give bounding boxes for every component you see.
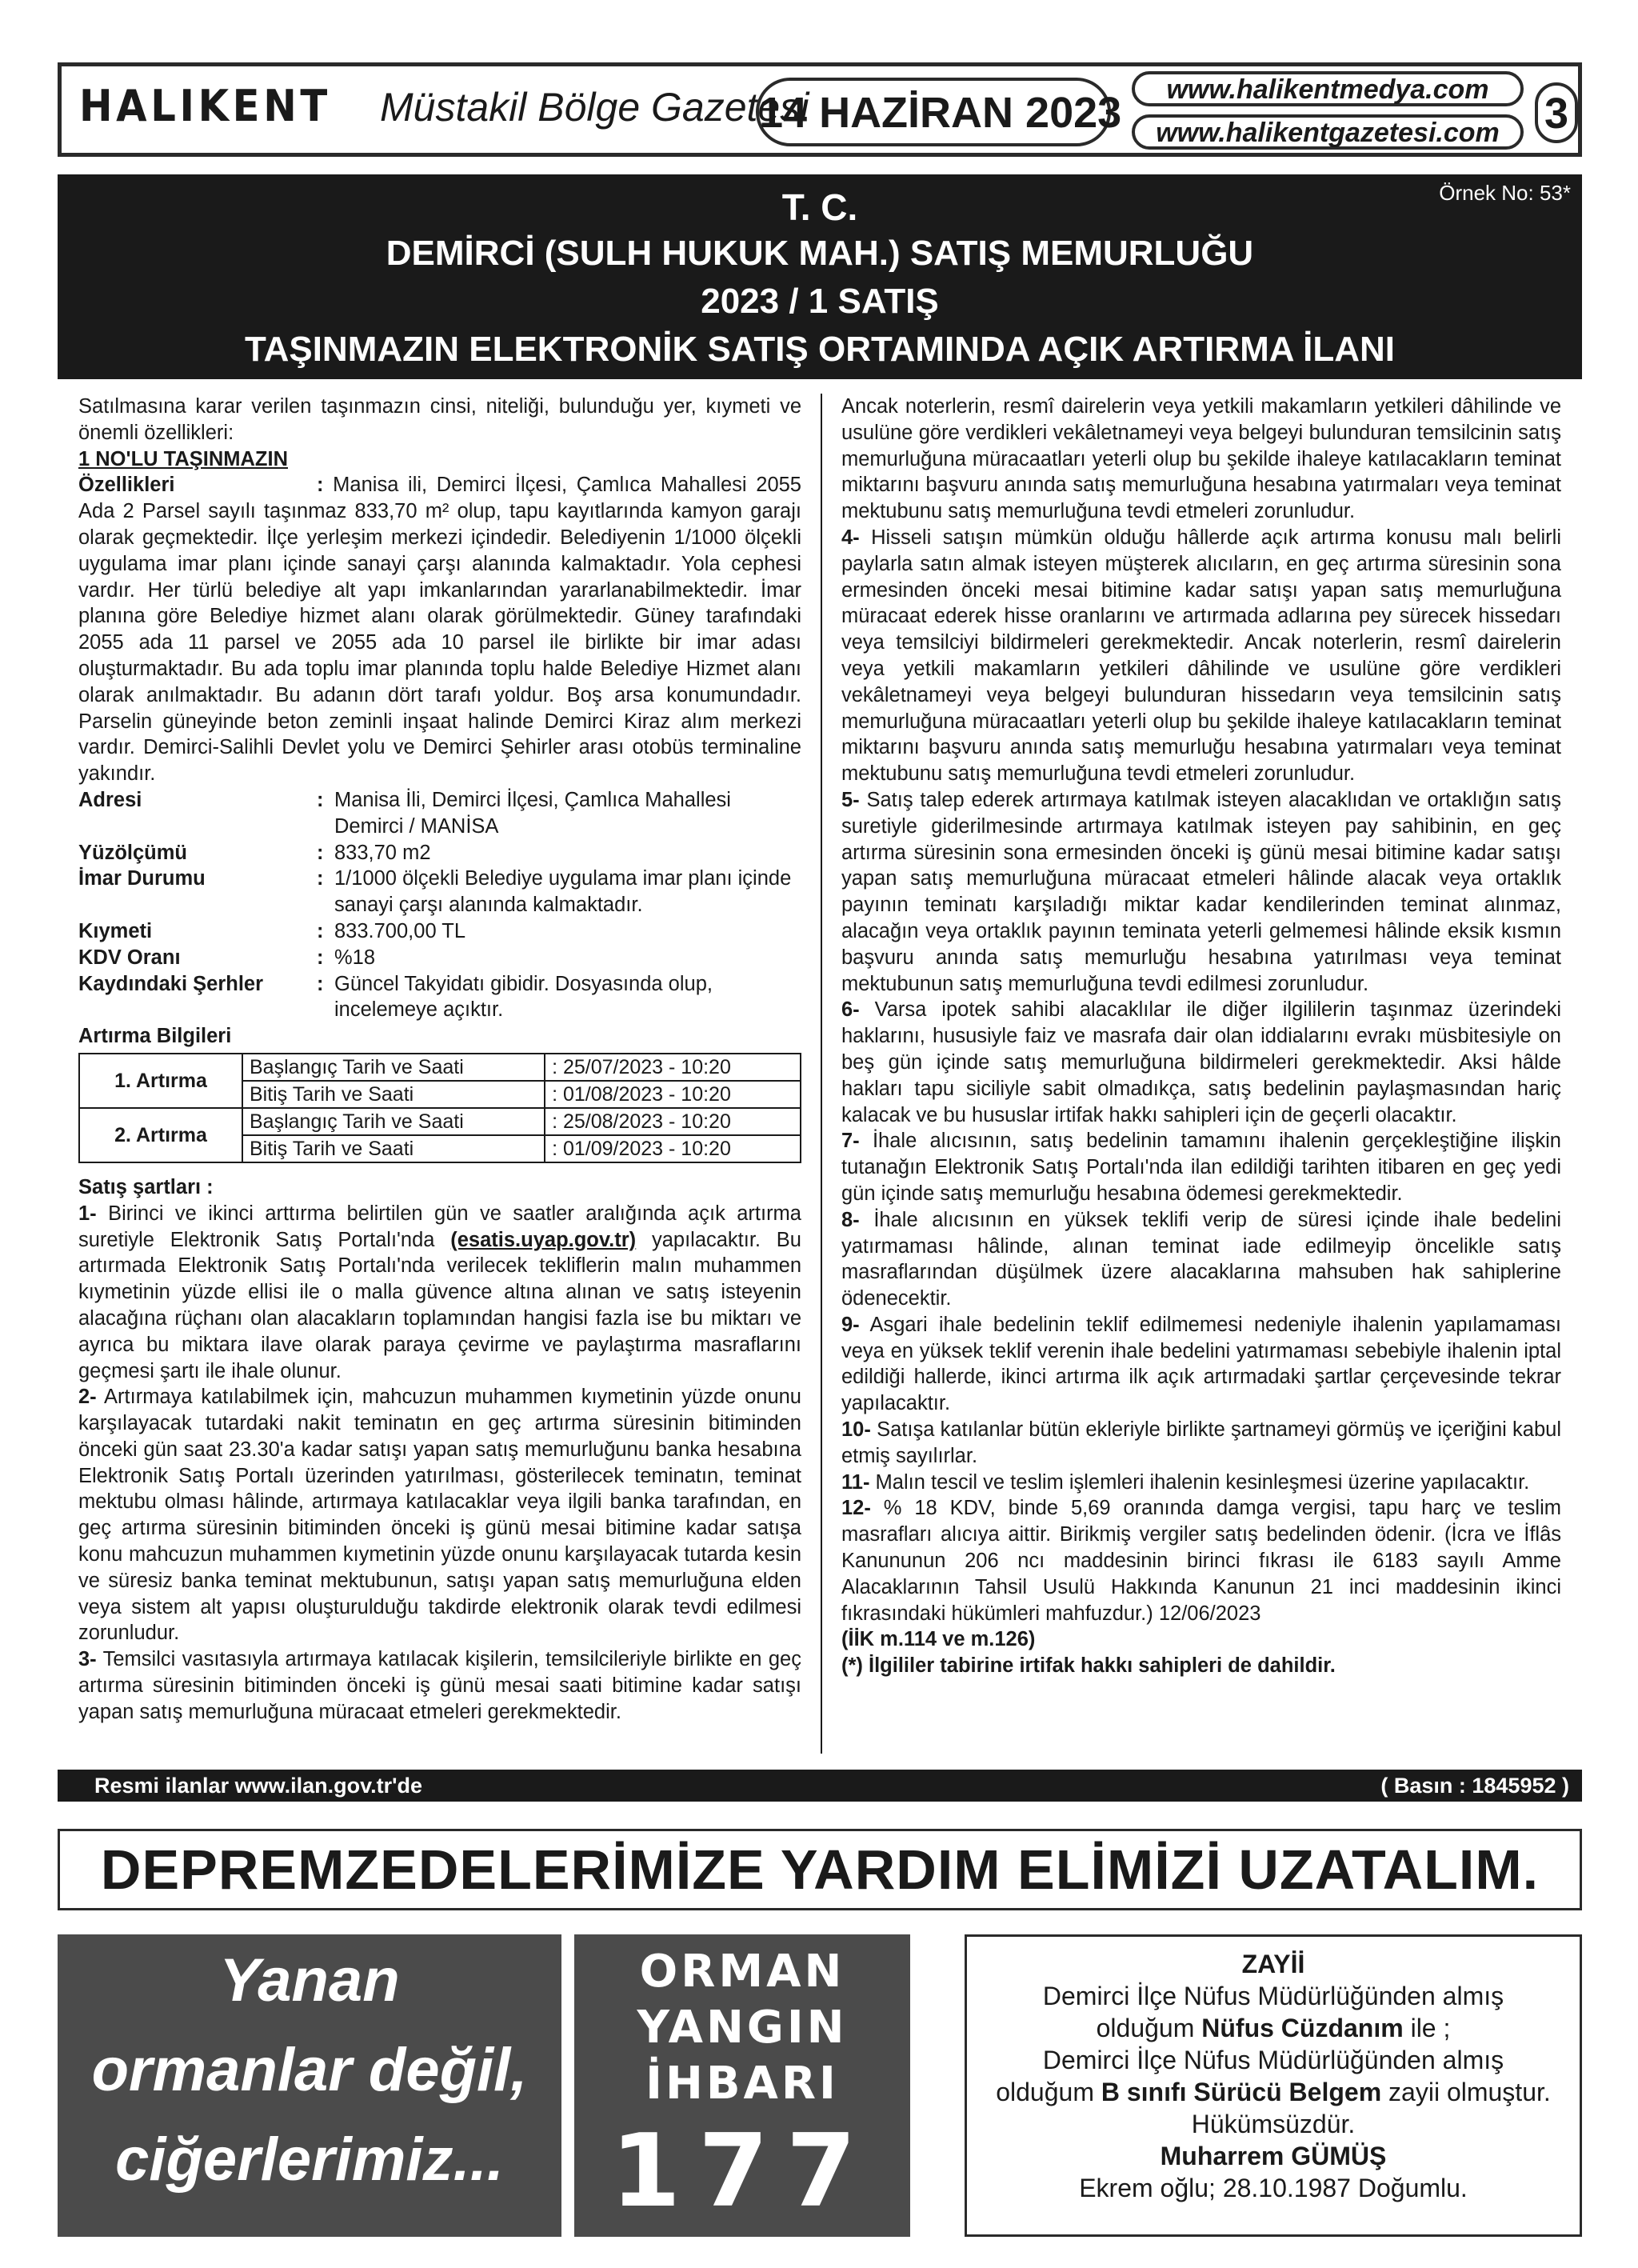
condition-1 <box>78 1201 801 1385</box>
condition-number: 10- <box>841 1418 871 1442</box>
notice-line-2 <box>967 2012 1580 2044</box>
condition-number: 5- <box>841 788 860 811</box>
condition-text: Hisseli satışın mümkün olduğu hâllerde açık artırma konusu malı belirli paylarla satın almak isteyen müşterek alıcıların, en geç artırma süresinin sona ermesinden önceki mesai bitimine kadar satışı yapan satış memurluğuna müracaat ederek hisse oranlarını ve artırmada adlarına pey sürecek hissedarı veya temsilciyi bildirmeleri gerekmektedir. Ancak noterlerin, resmî dairelerin veya yetkili makamların yetkileri dâhilinde ve usulüne göre verdikleri vekâletnameyi veya belgeyi bulunduran hissedarın veya temsilcinin satış memurluğuna müracaatları yeterli olup bu şekilde ihaleye katılacakların teminat miktarını başvuru anında satış memurluğu hesabına yatırmaları veya teminat mektubunu satış memurluğuna tevdi etmeleri zorunludur. <box>841 526 1561 786</box>
intro-text: Satılmasına karar verilen taşınmazın cinsi, niteliği, bulunduğu yer, kıymeti ve önemli özellikleri: <box>78 395 801 444</box>
condition-number: 4- <box>841 526 860 549</box>
features-colon: : <box>317 474 324 497</box>
end-label: Bitiş Tarih ve Saati <box>242 1081 545 1108</box>
field-label: Kıymeti <box>78 919 153 942</box>
notice-line-6: Ekrem oğlu; 28.10.1987 Doğumlu. <box>1079 2174 1468 2202</box>
website-link-1[interactable]: www.halikentmedya.com <box>1132 71 1524 106</box>
esatis-link[interactable]: (esatis.uyap.gov.tr) <box>450 1228 637 1251</box>
page-number: 3 <box>1535 82 1578 143</box>
condition-11 <box>841 1470 1561 1496</box>
law-reference: (İİK m.114 ve m.126) <box>841 1628 1036 1651</box>
official-ads-link[interactable]: Resmi ilanlar www.ilan.gov.tr'de <box>94 1774 423 1798</box>
notice-owner-name: Muharrem GÜMÜŞ <box>1160 2142 1387 2170</box>
features-paragraph <box>78 472 801 787</box>
field-colon: : <box>317 867 324 890</box>
field-vat <box>78 945 801 971</box>
press-number: ( Basın : 1845952 ) <box>1380 1774 1569 1798</box>
field-label: KDV Oranı <box>78 946 181 969</box>
masthead <box>58 62 1582 157</box>
condition-10 <box>841 1417 1561 1470</box>
field-colon: : <box>317 946 324 969</box>
end-value: : 01/08/2023 - 10:20 <box>545 1081 801 1108</box>
field-value: 1/1000 ölçekli Belediye uygulama imar planı içinde sanayi çarşı alanında kalmaktadır. <box>334 867 792 917</box>
features-text: Manisa ili, Demirci İlçesi, Çamlıca Mahallesi 2055 Ada 2 Parsel sayılı taşınmaz 833,70 m² olup, tapu kayıtlarında kamyon garajı olarak geçmektedir. İlçe yerleşim merkezi içindedir. Belediyenin 1/1000 ölçekli uygulama imar planı içinde sanayi çarşı alanında kalmaktadır. Yola cephesi vardır. Her türlü belediye alt yapı imkanlarından yararlanabilmektedir. İmar planına göre Belediye hizmet alanı olarak görülmektedir. Güney tarafındaki 2055 ada 11 parsel ve 2055 ada 10 parsel ile birlikte bir imar adası oluşturmaktadır. Bu ada toplu imar planında toplu halde Belediye Hizmet alanı olarak anılmaktadır. Bu adanın dört tarafı yoldur. Boş arsa konumundadır. Parselin güneyinde beton zeminli inşaat halinde Demirci Kiraz alım merkezi vardır. Demirci-Salihli Devlet yolu ve Demirci Şehirler arası otobüs terminaline yakındır. <box>78 474 801 786</box>
condition-number: 2- <box>78 1386 97 1409</box>
notice-title: ZAYİİ <box>1241 1950 1305 1978</box>
end-value: : 01/09/2023 - 10:20 <box>545 1135 801 1162</box>
start-label: Başlangıç Tarih ve Saati <box>242 1054 545 1081</box>
notice-line-5: Hükümsüzdür. <box>1191 2110 1356 2138</box>
condition-12 <box>841 1495 1561 1626</box>
condition-text: Varsa ipotek sahibi alacaklılar ile diğer ilgililerin taşınmaz üzerindeki haklarını, hususiyle faiz ve masrafa dair olan iddialarını evrakı müsbitesiyle on beş gün içinde satış memurluğuna bildirmeleri gerekmektedir. Aksi hâlde hakları tapu siciliyle sabit olmadıkça, satış bedelinin paylaşmasından hariç kalacak ve bu hususlar irtifak hakkı sahipleri için de geçerli olacaktır. <box>841 998 1561 1126</box>
condition-7 <box>841 1128 1561 1206</box>
condition-number: 6- <box>841 998 860 1022</box>
condition-2 <box>78 1384 801 1646</box>
field-colon: : <box>317 972 324 995</box>
field-value: Güncel Takyidatı gibidir. Dosyasında olup, incelemeye açıktır. <box>334 972 713 1022</box>
condition-3-continued: Ancak noterlerin, resmî dairelerin veya yetkili makamların yetkileri dâhilinde ve usulüne göre verdikleri vekâletnameyi veya belgeyi bulunduran temsilcinin satış memurluğuna müracaatları yeterli olup bu şekilde ihaleye katılacakların teminat miktarını başvuru anında satış memurluğuna hesabına yatırmaları veya teminat mektubunu satış memurluğuna tevdi etmeleri zorunludur. <box>841 395 1561 523</box>
field-area <box>78 840 801 866</box>
field-address <box>78 787 801 840</box>
fire-line-3: İHBARI <box>645 2058 839 2110</box>
auction-round: 1. Artırma <box>79 1054 242 1108</box>
condition-text: Malın tescil ve teslim işlemleri ihalenin kesinleşmesi üzerine yapılacaktır. <box>869 1470 1530 1494</box>
field-label: Kaydındaki Şerhler <box>78 972 264 995</box>
condition-text: Artırmaya katılabilmek için, mahcuzun muhammen kıymetinin yüzde onunu karşılayacak tutardaki nakit teminatın en geç artırma süresinin bitiminden önceki gün saat 23.30'a kadar satışı yapan satış memurluğunu banka hesabına Elektronik Satış Portalı üzerinden yatırılması, gösterilecek teminatın, teminat mektubu olması hâlinde, artırmaya katılacaklar veya ilgili banka tarafından, en geç artırma süresinin bitiminden önceki iş günü mesai bitimine kadar satışa konu mahcuzun muhammen kıymetinin yüzde onunu karşılayacak tutarda kesin ve süresiz banka teminat mektubunun, satışı yapan satış memurluğuna elden veya sistem alt yapısı oluşturulduğu takdirde elektronik olarak tevdi edilmesi zorunludur. <box>78 1386 801 1645</box>
notice-line-1: Demirci İlçe Nüfus Müdürlüğünden almış <box>1042 1982 1504 2010</box>
fire-line-1: ORMAN <box>639 1946 845 1998</box>
property-heading: 1 NO'LU TAŞINMAZIN <box>78 447 288 470</box>
end-label: Bitiş Tarih ve Saati <box>242 1135 545 1162</box>
condition-number: 7- <box>841 1130 860 1153</box>
fire-line-2: YANGIN <box>637 2002 848 2054</box>
condition-8 <box>841 1207 1561 1312</box>
condition-number: 12- <box>841 1497 871 1520</box>
announcement-footer <box>58 1770 1582 1802</box>
condition-number: 1- <box>78 1202 97 1225</box>
condition-number: 8- <box>841 1208 860 1231</box>
notice-line-3: Demirci İlçe Nüfus Müdürlüğünden almış <box>1042 2046 1504 2074</box>
condition-text: İhale alıcısının, satış bedelinin tamamını ihalenin gerçekleştiğine ilişkin tutanağın Elektronik Satış Portalı'nda ilan edildiği tarihten itibaren en geç yedi gün içinde satış memurluğu hesabına ödemesi gerekmektedir. <box>841 1130 1561 1205</box>
notice-text: olduğum <box>1096 2014 1202 2042</box>
fire-report-box <box>574 1934 910 2237</box>
condition-5 <box>841 787 1561 997</box>
table-row <box>79 1108 801 1135</box>
condition-number: 11- <box>841 1470 870 1494</box>
fire-hotline-number: 177 <box>610 2112 874 2230</box>
notice-text: olduğum <box>996 2078 1101 2106</box>
slogan-line-3: ciğerlerimiz... <box>115 2126 504 2194</box>
condition-number: 3- <box>78 1648 97 1671</box>
condition-text: % 18 KDV, binde 5,69 oranında damga vergisi, tapu harç ve teslim masrafları alıcıya aittir. Birikmiş vergiler satış bedelinden ödenir. (İcra ve İflâs Kanununun 206 ncı maddesinin birinci fıkrası ile 6183 sayılı Amme Alacaklarının Tahsil Usulü Hakkında Kanunun 21 inci maddesinin ikinci fıkrasındaki hükümleri mahfuzdur.) 12/06/2023 <box>841 1497 1561 1625</box>
field-colon: : <box>317 919 324 942</box>
conditions-title: Satış şartları : <box>78 1175 214 1198</box>
condition-9 <box>841 1312 1561 1417</box>
condition-6 <box>841 997 1561 1128</box>
auction-info-title: Artırma Bilgileri <box>78 1025 232 1048</box>
condition-text: yapılacaktır. Bu artırmada Elektronik Satış Portalı'nda verilecek tekliflerin malın muhammen kıymetinin yüzde ellisi ile o malla güvence altına alınan ve satış isteyenin alacağına rüçhanı olan alacakların toplamından hangisi fazla ise bu miktarı ve ayrıca bu miktara ilave olarak paraya çevirme ve paylaştırma masraflarını geçmesi şartı ile ihale olunur. <box>78 1228 801 1382</box>
header-line-office: DEMİRCİ (SULH HUKUK MAH.) SATIŞ MEMURLUĞU <box>386 234 1254 273</box>
condition-text: Birinci ve ikinci arttırma belirtilen gün ve saatler aralığında açık artırma suretiyle Elektronik Satış Portalı'nda <box>78 1202 801 1251</box>
auction-table <box>78 1053 801 1163</box>
footnote: (*) İlgililer tabirine irtifak hakkı sahipleri de dahildir. <box>841 1654 1336 1678</box>
condition-text: Temsilci vasıtasıyla artırmaya katılacak kişilerin, temsilcileriyle birlikte en geç artırma süresinin bitiminden önceki iş günü mesai saati bitimine kadar satışı yapan satış memurluğuna müracaat etmeleri gerekmektedir. <box>78 1648 801 1723</box>
notice-line-4 <box>967 2076 1580 2108</box>
condition-text: İhale alıcısının en yüksek teklifi verip de süresi içinde ihale bedelini yatırmaması hâlinde, alınan teminat iade edilmeyip öncelikle satış masraflarından düşülmek üzere alacaklarına mahsuben hak sahiplerine ödenecektir. <box>841 1208 1561 1310</box>
lost-document-notice <box>965 1934 1582 2237</box>
header-line-tc: T. C. <box>781 186 858 228</box>
condition-text: Asgari ihale bedelinin teklif edilmemesi nedeniyle ihalenin yapılamaması veya en yüksek teklif verenin ihale bedelini yatırmaması sebebiyle ihalenin iptal edildiği hallerde, ikinci artırma ilk açık artırmadaki şartlar çerçevesinde tekrar yapılacaktır. <box>841 1313 1561 1415</box>
features-label: Özellikleri <box>78 474 175 497</box>
start-value: : 25/07/2023 - 10:20 <box>545 1054 801 1081</box>
field-value: 833.700,00 TL <box>334 919 466 942</box>
website-link-2[interactable]: www.halikentgazetesi.com <box>1132 114 1524 150</box>
condition-4 <box>841 525 1561 787</box>
slogan-line-1: Yanan <box>219 1946 400 2014</box>
notice-bold: B sınıfı Sürücü Belgem <box>1101 2078 1382 2106</box>
header-line-case: 2023 / 1 SATIŞ <box>701 282 939 321</box>
field-value: 833,70 m2 <box>334 841 431 864</box>
announcement-header <box>58 174 1582 379</box>
column-divider <box>821 394 822 1754</box>
notice-bold: Nüfus Cüzdanım <box>1201 2014 1404 2042</box>
notice-text: zayii olmuştur. <box>1381 2078 1551 2106</box>
field-label: Adresi <box>78 788 142 811</box>
field-value: %18 <box>334 946 376 969</box>
condition-3 <box>78 1646 801 1725</box>
notice-text: ile ; <box>1403 2014 1451 2042</box>
issue-date: 14 HAZİRAN 2023 <box>756 78 1111 146</box>
sample-number: Örnek No: 53* <box>1439 181 1571 205</box>
newspaper-subtitle: Müstakil Bölge Gazetesi <box>380 85 809 130</box>
field-colon: : <box>317 788 324 811</box>
start-label: Başlangıç Tarih ve Saati <box>242 1108 545 1135</box>
condition-text: Satış talep ederek artırmaya katılmak isteyen alacaklıdan ve ortaklığın satış suretiyle giderilmesinde artırmaya katılmak isteyen pay sahibinin, en geç artırma süresinin sona ermesinden önceki iş günü mesai bitimine kadar satışı yapan satış memurluğuna müracaat etmeleri hâlinde alacak veya ortaklık payının teminatı karşıladığı miktar kadar kendilerinden teminat alınmaz, alacağın veya ortaklık payının teminata yeterli gelmemesi hâlinde eksik kısmın başvuru anında satış memurluğu hesabına yatırılması veya teminat mektubunun satış memurluğuna tevdi edilmesi zorunludur. <box>841 788 1561 995</box>
table-row <box>79 1054 801 1081</box>
right-column <box>841 394 1561 1679</box>
field-zoning <box>78 866 801 918</box>
forest-slogan-box <box>58 1934 561 2237</box>
left-column <box>78 394 801 1726</box>
field-value: Manisa İli, Demirci İlçesi, Çamlıca Mahallesi Demirci / MANİSA <box>334 788 731 838</box>
earthquake-banner: DEPREMZEDELERİMİZE YARDIM ELİMİZİ UZATALIM. <box>58 1829 1582 1910</box>
field-annotations <box>78 971 801 1024</box>
field-label: Yüzölçümü <box>78 841 188 864</box>
header-line-title: TAŞINMAZIN ELEKTRONİK SATIŞ ORTAMINDA AÇIK ARTIRMA İLANI <box>244 330 1396 369</box>
condition-text: Satışa katılanlar bütün ekleriyle birlikte şartnameyi görmüş ve içeriğini kabul etmiş sayılırlar. <box>841 1418 1561 1467</box>
slogan-line-2: ormanlar değil, <box>91 2036 528 2104</box>
auction-round: 2. Artırma <box>79 1108 242 1162</box>
field-value-amount <box>78 918 801 945</box>
start-value: : 25/08/2023 - 10:20 <box>545 1108 801 1135</box>
field-colon: : <box>317 841 324 864</box>
condition-number: 9- <box>841 1313 860 1336</box>
newspaper-name: HALIKENT <box>79 81 331 131</box>
field-label: İmar Durumu <box>78 867 206 890</box>
